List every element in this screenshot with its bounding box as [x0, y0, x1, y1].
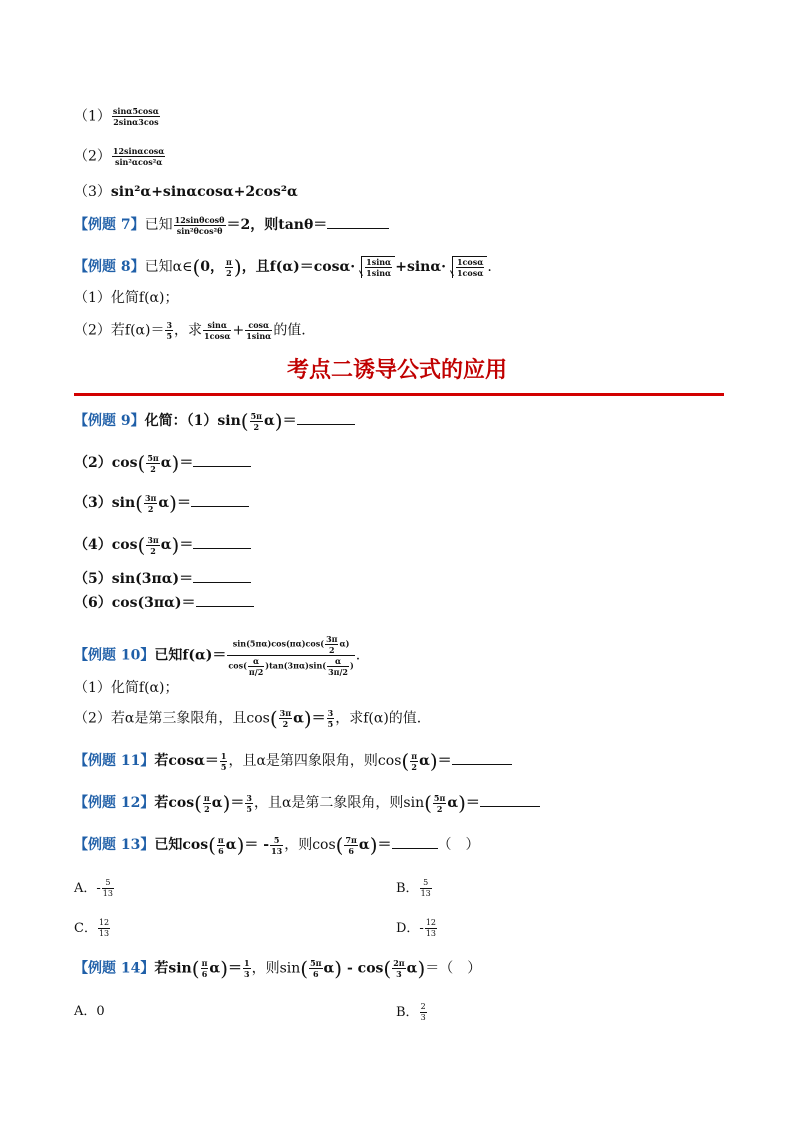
answer-blank — [297, 410, 355, 425]
example-10-q2: （2）若α是第三象限角，且cos( $\frac{3\pi}{2}$ α)＝ $\frac{3}{5}$ ，求f(α)的值. — [74, 706, 422, 731]
example-tag: 【例题 14】 — [74, 960, 155, 977]
option-c[interactable]: C． $\frac{12}{13}$ — [74, 918, 110, 938]
option-d[interactable]: D．- $\frac{12}{13}$ — [396, 918, 437, 938]
answer-blank — [452, 750, 512, 765]
example-9: 【例题 9】化简：（1）sin( $\frac{5\pi}{2}$ α)＝ — [74, 410, 355, 432]
option-a[interactable]: A．0 — [74, 1004, 105, 1019]
example-10-q1: （1）化简f(α)； — [74, 680, 179, 696]
option-a[interactable]: A．- $\frac{5}{13}$ — [74, 878, 113, 898]
example-tag: 【例题 8】 — [74, 259, 145, 275]
example-tag: 【例题 10】 — [74, 647, 155, 664]
answer-blank — [193, 452, 251, 467]
answer-blank — [193, 568, 251, 583]
section-title: 考点二诱导公式的应用 — [286, 358, 507, 383]
answer-blank — [480, 792, 540, 807]
example-12: 【例题 12】若cos( $\frac{\pi}{2}$ α)＝ $\frac{3}{5}$ ，且α是第二象限角，则sin( $\frac{5\pi}{2}$ α)＝ — [74, 792, 540, 814]
example-8: 【例题 8】已知α∈(0， $\frac{\pi}{2}$ )，且f(α)＝cosα· $\frac{1\sin\alpha}{1\sin\alpha}$ +sinα· $\frac{1\cos\alpha}{1\cos\alpha}$ . — [74, 255, 492, 279]
example-9-q5: （5）sin(3πα)＝ — [74, 568, 251, 589]
example-9-q6: （6）cos(3πα)＝ — [74, 592, 254, 613]
example-8-q2: （2）若f(α)＝ $\frac{3}{5}$ ，求 $\frac{\sin\alpha}{1\cos\alpha}$ + $\frac{\cos\alpha}{1\sin\alpha}$ 的值. — [74, 320, 306, 341]
answer-blank — [327, 214, 389, 229]
answer-blank — [193, 534, 251, 549]
example-7: 【例题 7】已知 $\frac{12\sin\theta\cos\theta}{\text{sin²θcos²θ}}$ ＝2，则tanθ＝ — [74, 214, 389, 236]
item-3: （3）sin²α+sinαcosα+2cos²α — [74, 184, 298, 200]
example-14: 【例题 14】若sin( $\frac{\pi}{6}$ α)＝ $\frac{1}{3}$ ，则sin( $\frac{5\pi}{6}$ α) - cos( $\frac{2\pi}{3}$ α)＝（ ） — [74, 956, 482, 981]
example-9-q4: （4）cos( $\frac{3\pi}{2}$ α)＝ — [74, 534, 251, 556]
option-b[interactable]: B． $\frac{5}{13}$ — [396, 878, 431, 898]
example-tag: 【例题 13】 — [74, 837, 155, 853]
item-1: （1） $\frac{\sin\alpha 5\cos\alpha}{2\sin\alpha 3\cos}$ — [74, 106, 159, 127]
answer-blank — [392, 834, 438, 849]
example-9-q3: （3）sin( $\frac{3\pi}{2}$ α)＝ — [74, 492, 249, 514]
example-11: 【例题 11】若cosα＝ $\frac{1}{5}$ ，且α是第四象限角，则cos( $\frac{\pi}{2}$ α)＝ — [74, 750, 512, 772]
item-2: （2） $\frac{12\sin\alpha\cos\alpha}{\text{sin²αcos²α}}$ — [74, 146, 165, 167]
example-tag: 【例题 7】 — [74, 217, 145, 233]
fraction: $\frac{\sin\alpha 5\cos\alpha}{2\sin\alpha 3\cos}$ — [112, 106, 159, 127]
example-tag: 【例题 9】 — [74, 413, 145, 429]
answer-blank — [196, 592, 254, 607]
answer-blank — [191, 492, 249, 507]
example-13: 【例题 13】已知cos( $\frac{\pi}{6}$ α)＝ - $\frac{5}{13}$ ，则cos( $\frac{7\pi}{6}$ α)＝ （ ） — [74, 833, 480, 857]
example-8-q1: （1）化简f(α)； — [74, 290, 179, 306]
example-tag: 【例题 11】 — [74, 753, 155, 769]
example-tag: 【例题 12】 — [74, 795, 155, 811]
example-10: 【例题 10】已知f(α)＝ sin(5πα)cos(πα)cos( $\frac{3\pi}{2}$ α) cos( $\frac{\alpha}{\pi/2}$ )tan(3πα)sin( $\frac{\alpha}{3\pi/2}$ ) . — [74, 634, 361, 677]
fraction: $\frac{12\sin\alpha\cos\alpha}{\text{sin²αcos²α}}$ — [112, 146, 165, 167]
option-b[interactable]: B． $\frac{2}{3}$ — [396, 1002, 426, 1022]
section-divider — [74, 393, 724, 396]
example-9-q2: （2）cos( $\frac{5\pi}{2}$ α)＝ — [74, 452, 251, 474]
